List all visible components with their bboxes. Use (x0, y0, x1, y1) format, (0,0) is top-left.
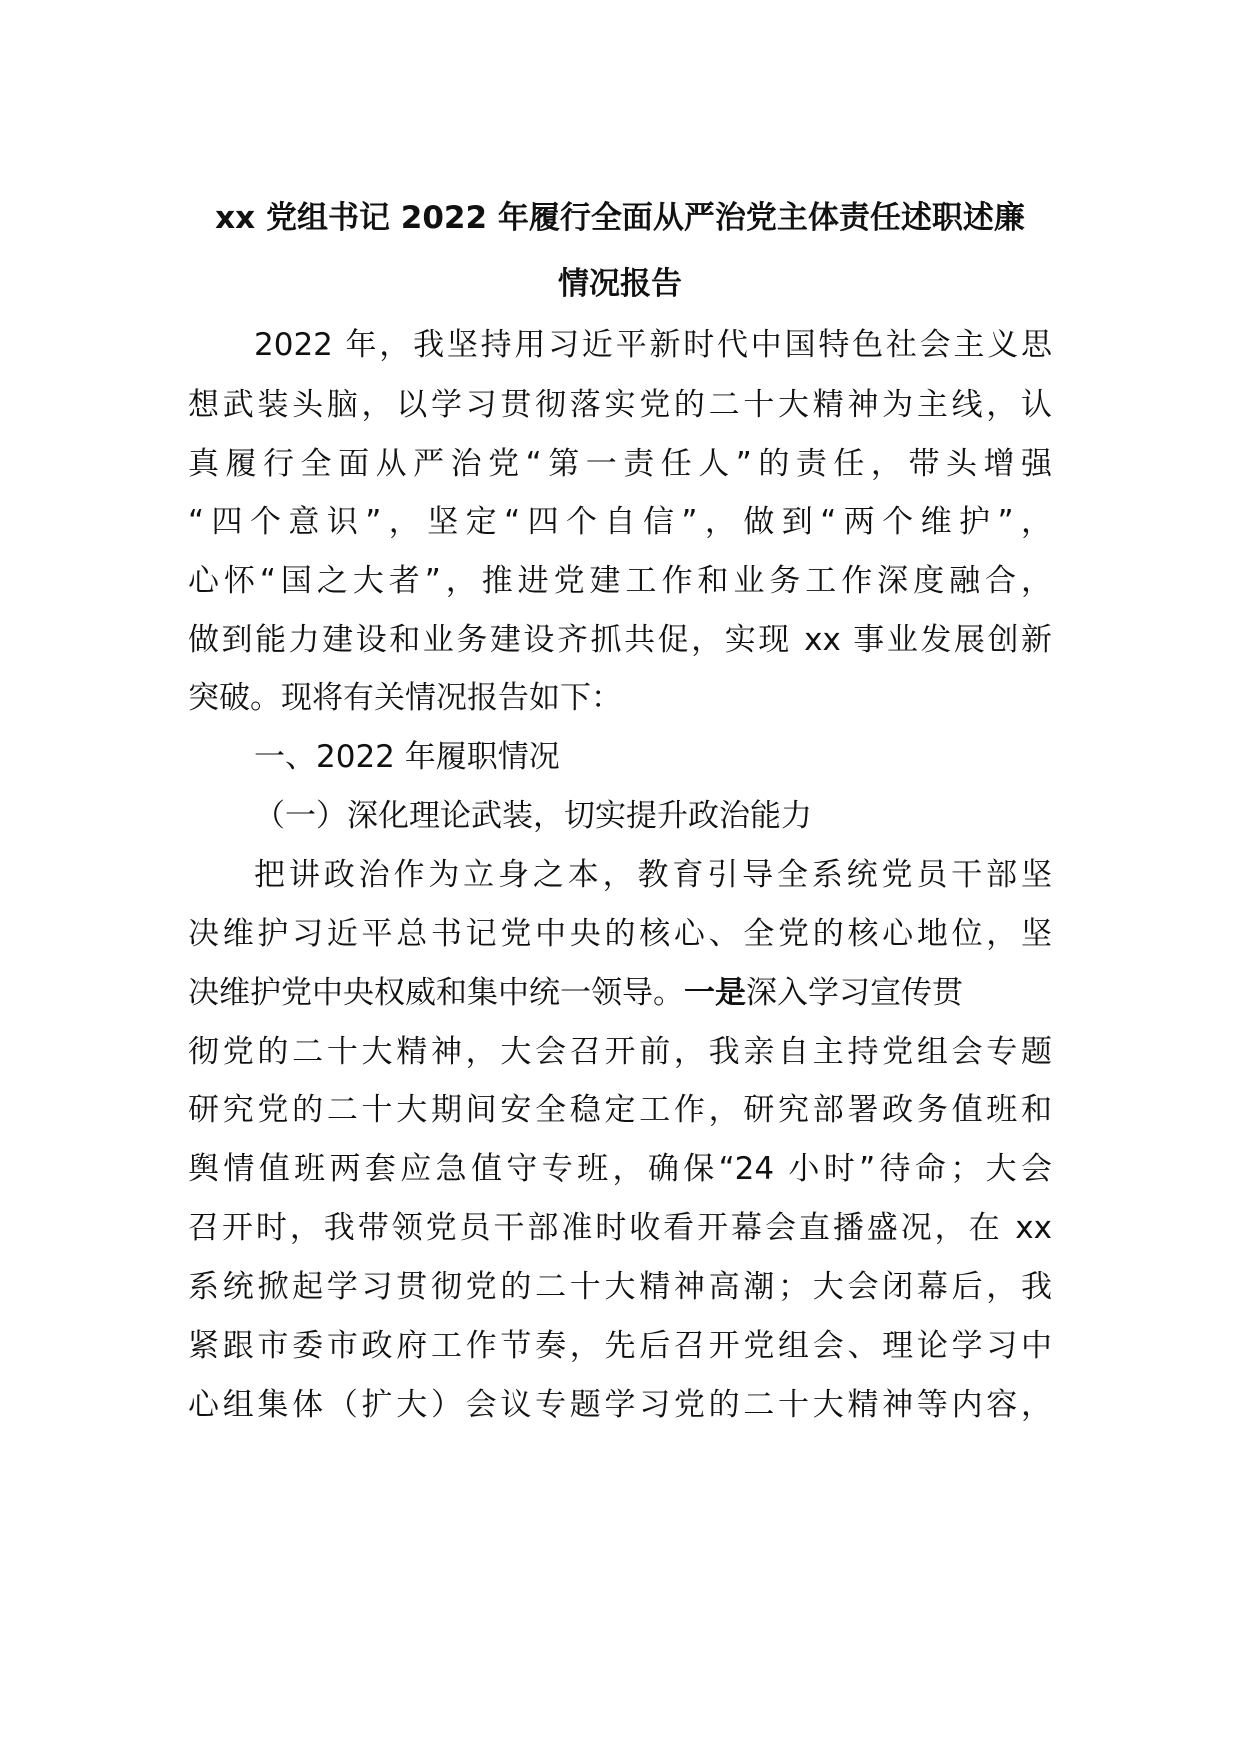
paragraph-line: 紧跟市委市政府工作节奏，先后召开党组会、理论学习中 (188, 1328, 1052, 1364)
paragraph-line: 突破。现将有关情况报告如下： (188, 680, 622, 716)
paragraph-line: 做到能力建设和业务建设齐抓共促，实现 xx 事业发展创新 (188, 622, 1052, 658)
section-heading: 一、2022 年履职情况 (254, 739, 560, 775)
paragraph-text: 决维护党中央权威和集中统一领导。 (188, 975, 684, 1011)
paragraph-line: 召开时，我带领党员干部准时收看开幕会直播盛况，在 xx (188, 1210, 1052, 1246)
paragraph-line: 心组集体（扩大）会议专题学习党的二十大精神等内容， (188, 1387, 1052, 1423)
paragraph-line: 心怀“国之大者”，推进党建工作和业务工作深度融合， (188, 563, 1052, 599)
document-title-line1: xx 党组书记 2022 年履行全面从严治党主体责任述职述廉 (215, 200, 1025, 236)
subsection-heading: （一）深化理论武装，切实提升政治能力 (254, 798, 812, 834)
paragraph-line: 彻党的二十大精神，大会召开前，我亲自主持党组会专题 (188, 1034, 1052, 1070)
paragraph-line: 想武装头脑，以学习贯彻落实党的二十大精神为主线，认 (188, 387, 1052, 423)
paragraph-line: 真履行全面从严治党“第一责任人”的责任，带头增强 (188, 446, 1052, 482)
paragraph-line: 舆情值班两套应急值守专班，确保“24 小时”待命；大会 (188, 1151, 1052, 1187)
paragraph-line: “四个意识”，坚定“四个自信”，做到“两个维护”， (188, 504, 1052, 540)
paragraph-line-mixed (188, 973, 963, 1013)
emphasis-text: 一是 (684, 975, 746, 1011)
paragraph-line: 把讲政治作为立身之本，教育引导全系统党员干部坚 (254, 857, 1052, 893)
paragraph-line: 研究党的二十大期间安全稳定工作，研究部署政务值班和 (188, 1092, 1052, 1128)
paragraph-line: 系统掀起学习贯彻党的二十大精神高潮；大会闭幕后，我 (188, 1269, 1052, 1305)
paragraph-line: 2022 年，我坚持用习近平新时代中国特色社会主义思 (254, 327, 1052, 363)
paragraph-line: 决维护习近平总书记党中央的核心、全党的核心地位，坚 (188, 916, 1052, 952)
paragraph-text: 深入学习宣传贯 (746, 975, 963, 1011)
document-title-line2: 情况报告 (558, 266, 682, 302)
